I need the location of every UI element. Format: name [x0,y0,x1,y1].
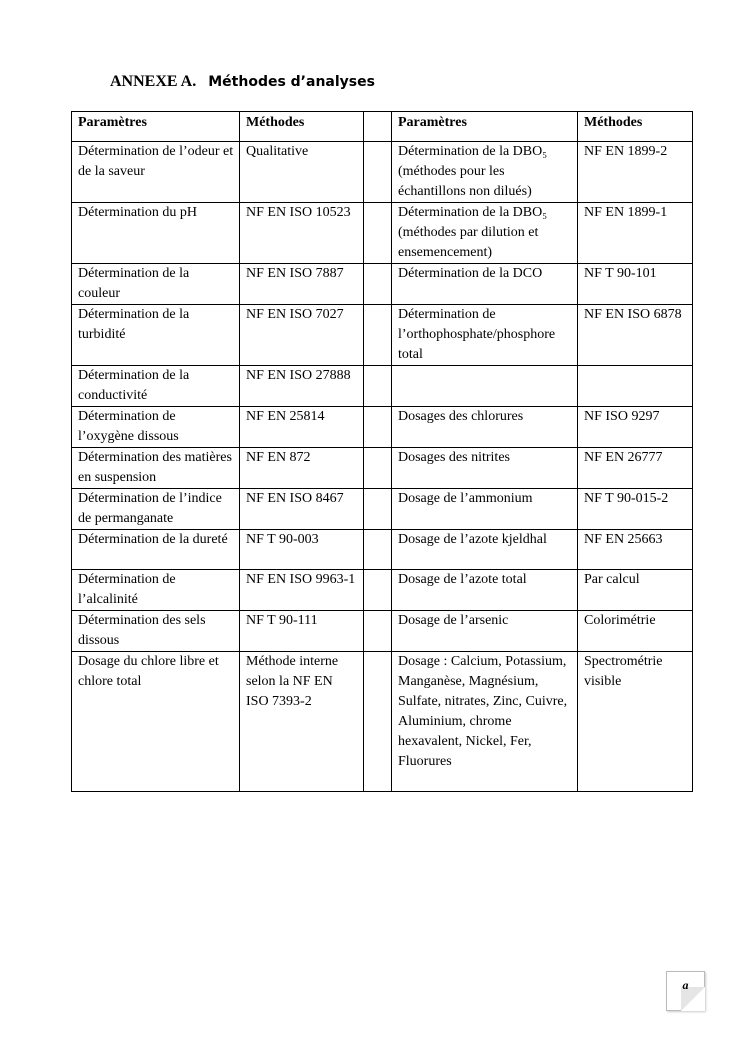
cell-spacer [364,611,392,652]
cell-parametre-left: Détermination de l’alcalinité [72,570,240,611]
cell-methode-right [578,366,693,407]
table-row [72,448,693,489]
cell-parametre-left: Détermination des matières en suspension [72,448,240,489]
cell-parametre-right [392,366,578,407]
cell-spacer [364,203,392,264]
cell-parametre-right: Dosages des chlorures [392,407,578,448]
page-number-box [666,971,705,1011]
table-row [72,611,693,652]
annex-title [110,73,375,91]
cell-methode-right: Spectrométrie visible [578,652,693,792]
header-parametres-1: Paramètres [72,112,240,142]
cell-parametre-left: Détermination de la couleur [72,264,240,305]
cell-spacer [364,448,392,489]
cell-methode-right: NF EN 1899-1 [578,203,693,264]
header-methodes-1: Méthodes [240,112,364,142]
header-spacer [364,112,392,142]
cell-parametre-right: Détermination de la DBO₅ (méthodes pour les échantillons non dilués) [392,142,578,203]
cell-parametre-right: Dosage de l’azote kjeldhal [392,530,578,570]
cell-methode-left: NF EN ISO 8467 [240,489,364,530]
cell-spacer [364,407,392,448]
cell-parametre-right: Dosage : Calcium, Potassium, Manganèse, Magnésium, Sulfate, nitrates, Zinc, Cuivre, Aluminium, chrome hexavalent, Nickel, Fer, Fluorures [392,652,578,792]
cell-parametre-left: Dosage du chlore libre et chlore total [72,652,240,792]
table-row [72,305,693,366]
cell-methode-left: NF EN ISO 7887 [240,264,364,305]
cell-spacer [364,142,392,203]
table-row [72,264,693,305]
cell-spacer [364,652,392,792]
cell-parametre-left: Détermination de l’oxygène dissous [72,407,240,448]
cell-methode-left: Qualitative [240,142,364,203]
cell-parametre-left: Détermination des sels dissous [72,611,240,652]
header-methodes-2: Méthodes [578,112,693,142]
cell-methode-left: NF EN 25814 [240,407,364,448]
cell-parametre-right: Détermination de la DBO₅ (méthodes par dilution et ensemencement) [392,203,578,264]
cell-methode-right: NF ISO 9297 [578,407,693,448]
cell-methode-right: NF T 90-015-2 [578,489,693,530]
cell-parametre-right: Détermination de la DCO [392,264,578,305]
cell-spacer [364,570,392,611]
table-row [72,652,693,792]
cell-methode-right: Colorimétrie [578,611,693,652]
cell-methode-right: NF EN 25663 [578,530,693,570]
cell-methode-left: NF EN ISO 9963-1 [240,570,364,611]
cell-methode-right: NF T 90-101 [578,264,693,305]
cell-methode-right: NF EN 1899-2 [578,142,693,203]
cell-parametre-left: Détermination de la conductivité [72,366,240,407]
cell-spacer [364,366,392,407]
table-row [72,489,693,530]
cell-parametre-right: Dosage de l’ammonium [392,489,578,530]
cell-parametre-right: Dosages des nitrites [392,448,578,489]
methods-table [71,111,693,792]
cell-methode-left: NF T 90-003 [240,530,364,570]
cell-methode-left: NF EN ISO 7027 [240,305,364,366]
cell-spacer [364,305,392,366]
cell-parametre-right: Détermination de l’orthophosphate/phosphore total [392,305,578,366]
cell-methode-left: NF EN ISO 27888 [240,366,364,407]
cell-methode-right: Par calcul [578,570,693,611]
cell-parametre-right: Dosage de l’azote total [392,570,578,611]
cell-methode-left: NF EN 872 [240,448,364,489]
cell-parametre-left: Détermination du pH [72,203,240,264]
page-number: a [682,978,689,992]
table-row [72,203,693,264]
table-row [72,570,693,611]
table-row [72,366,693,407]
cell-spacer [364,530,392,570]
cell-methode-right: NF EN 26777 [578,448,693,489]
cell-methode-left: NF EN ISO 10523 [240,203,364,264]
table-row [72,530,693,570]
annex-label: ANNEXE A. [110,73,197,90]
table-header-row [72,112,693,142]
annex-heading: Méthodes d’analyses [208,74,375,90]
header-parametres-2: Paramètres [392,112,578,142]
table-row [72,142,693,203]
cell-parametre-left: Détermination de l’odeur et de la saveur [72,142,240,203]
cell-spacer [364,489,392,530]
cell-methode-left: NF T 90-111 [240,611,364,652]
cell-spacer [364,264,392,305]
cell-parametre-right: Dosage de l’arsenic [392,611,578,652]
cell-methode-left: Méthode interne selon la NF EN ISO 7393-2 [240,652,364,792]
table-row [72,407,693,448]
cell-parametre-left: Détermination de la turbidité [72,305,240,366]
cell-parametre-left: Détermination de l’indice de permanganate [72,489,240,530]
cell-methode-right: NF EN ISO 6878 [578,305,693,366]
cell-parametre-left: Détermination de la dureté [72,530,240,570]
